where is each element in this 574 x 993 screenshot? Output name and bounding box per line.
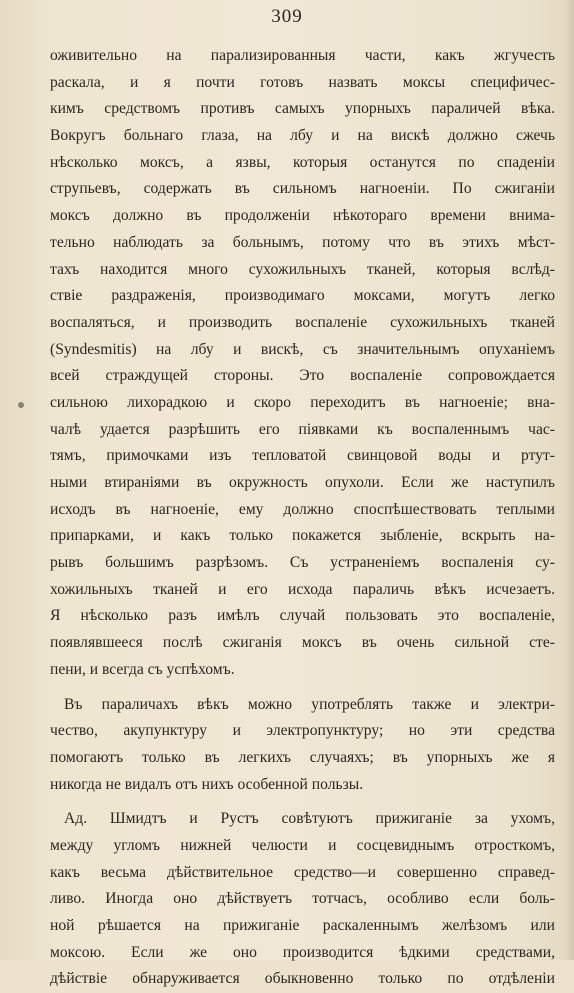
text-line: чалѣ удается разрѣшить его піявками къ воспаленнымъ час-: [50, 420, 555, 438]
text-line: Вокругъ больнаго глаза, на лбу и на вискѣ должно сжечь: [50, 127, 555, 145]
text-line: струпьевъ, содержать въ сильномъ нагноеніи. По сжиганіи: [50, 180, 555, 198]
text-line: какъ весьма дѣйствительное средство—и совершенно справед-: [50, 863, 555, 881]
paragraph-cauterization: [50, 806, 555, 993]
text-line: появлявшееся послѣ сжиганія моксъ въ очень сильной сте-: [50, 634, 555, 652]
text-line: тельно наблюдать за больнымъ, потому что въ этихъ мѣст-: [50, 233, 555, 251]
text-line: ными втираніями въ окружность опухоли. Если же наступилъ: [50, 474, 555, 491]
paragraph-electricity: [50, 692, 555, 799]
text-line: оживительно на парализированныя части, какъ жгучесть: [50, 47, 555, 64]
text-line: чество, акупунктуру и электропунктуру; но эти средства: [50, 722, 555, 740]
text-line: Въ параличахъ вѣкъ можно употреблять также и электри-: [64, 695, 555, 713]
text-line: никогда не видалъ отъ нихъ особенной пользы.: [50, 775, 364, 793]
paragraph-gap: [50, 798, 555, 806]
page-number: 309: [271, 6, 303, 27]
text-line: нѣсколько моксъ, а язвы, которыя останутся по спаденіи: [50, 153, 555, 171]
text-line: пени, и всегда съ успѣхомъ.: [50, 660, 235, 678]
text-line: помогаютъ только въ легкихъ случаяхъ; въ упорныхъ же я: [50, 748, 555, 766]
text-line: Я нѣсколько разъ имѣлъ случай пользовать это воспаленіе,: [50, 607, 555, 625]
text-line: исходъ въ нагноеніе, ему должно споспѣшествовать теплыми: [50, 500, 555, 518]
text-line: (Syndesmitis) на лбу и вискѣ, съ значительнымъ опуханіемъ: [50, 340, 555, 358]
text-line: ливо. Иногда оно дѣйствуетъ тотчасъ, особливо если боль-: [50, 890, 555, 908]
text-line: припарками, и какъ только покажется зыбленіе, вскрыть на-: [50, 527, 555, 545]
text-line: всей страждущей стороны. Это воспаленіе сопровождается: [50, 367, 555, 385]
text-line: раскала, и я почти готовъ назвать моксы специфичес-: [50, 73, 555, 91]
text-line: между угломъ нижней челюсти и сосцевиднымъ отросткомъ,: [50, 836, 555, 854]
paragraph-moxa: [50, 43, 555, 684]
text-line: кимъ средствомъ противъ самыхъ упорныхъ параличей вѣка.: [50, 100, 555, 118]
text-line: дѣйствіе обнаруживается обыкновенно только по отдѣленіи: [50, 970, 555, 988]
page-body: [50, 43, 555, 993]
text-line: рывъ большимъ разрѣзомъ. Съ устраненіемъ воспаленія су-: [50, 554, 555, 572]
text-line: ствіе раздраженія, производимаго моксами, могутъ легко: [50, 287, 555, 305]
margin-ink-spot: [18, 402, 24, 408]
text-line: тямъ, примочками изъ тепловатой свинцовой воды и ртут-: [50, 447, 555, 465]
text-line: ной рѣшается на прижиганіе раскаленнымъ желѣзомъ или: [50, 917, 555, 934]
text-line: Ад. Шмидтъ и Рустъ совѣтуютъ прижиганіе за ухомъ,: [64, 810, 555, 828]
paragraph-gap: [50, 684, 555, 692]
text-line: моксою. Если же оно производится ѣдкими средствами,: [50, 943, 555, 961]
text-line: моксъ должно въ продолженіи нѣкотораго времени внима-: [50, 207, 555, 225]
page-edge-shadow: [564, 0, 574, 960]
text-line: сильною лихорадкою и скоро переходитъ въ нагноеніе; вна-: [50, 393, 555, 411]
text-line: воспаляться, и производить воспаленіе сухожильныхъ тканей: [50, 313, 555, 331]
text-line: хожильныхъ тканей и его исхода параличь вѣкъ исчезаетъ.: [50, 580, 555, 598]
text-line: тахъ находится много сухожильныхъ тканей, которыя вслѣд-: [50, 260, 555, 278]
